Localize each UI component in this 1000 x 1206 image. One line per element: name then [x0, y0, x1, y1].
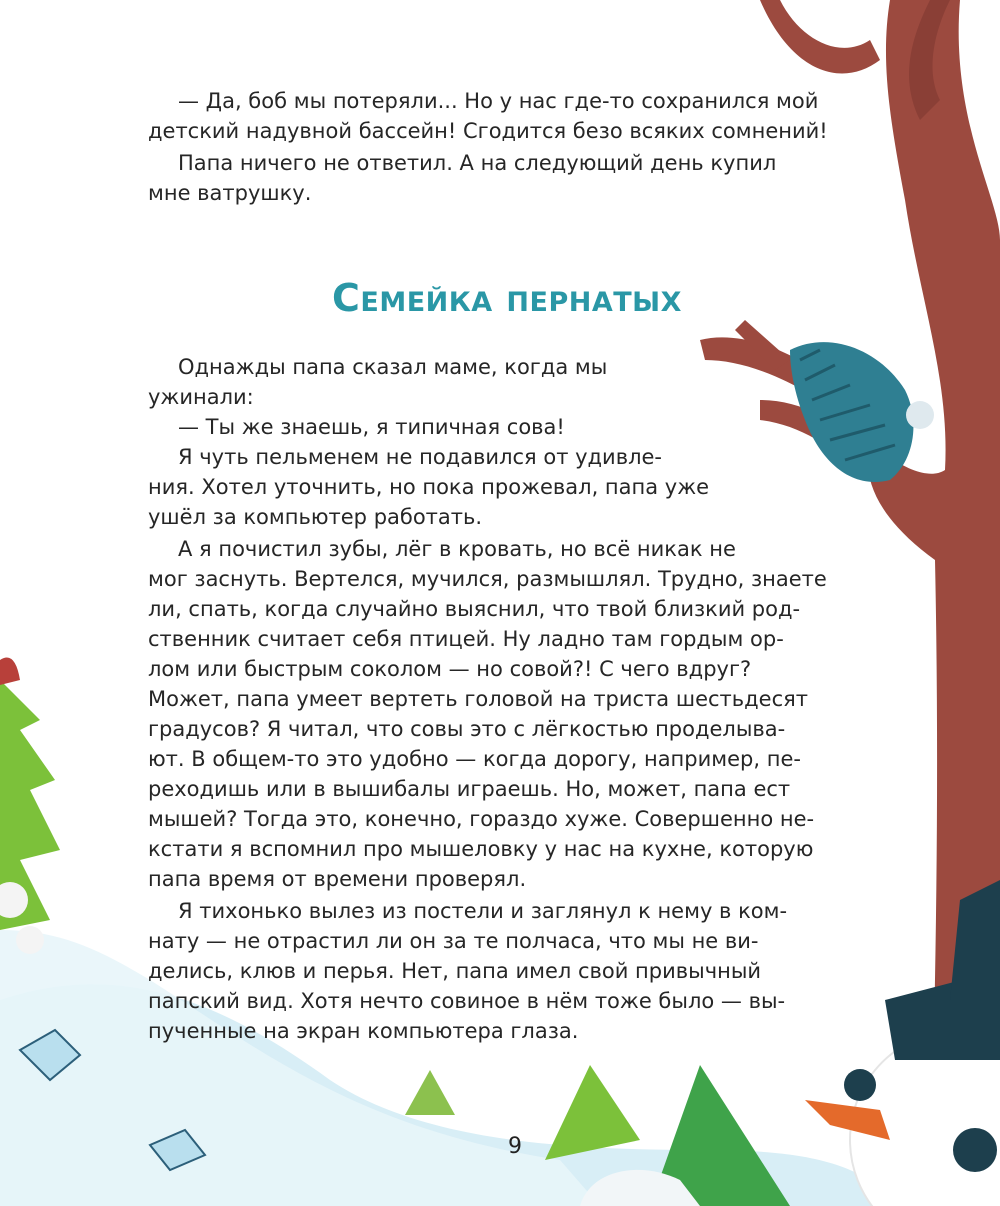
intro-line: мне ватрушку. — [148, 181, 312, 205]
body-line: Я тихонько вылез из постели и заглянул к нему в ком- — [178, 899, 788, 923]
body-line: пученные на экран компьютера глаза. — [148, 1019, 579, 1043]
body-line: мог заснуть. Вертелся, мучился, размышлял. Трудно, знаете — [148, 567, 827, 591]
body-line: ужинали: — [148, 385, 254, 409]
body-line: градусов? Я читал, что совы это с лёгкостью проделыва- — [148, 717, 786, 741]
body-line: реходишь или в вышибалы играешь. Но, может, папа ест — [148, 777, 791, 801]
page-number: 9 — [508, 1134, 522, 1159]
body-line: А я почистил зубы, лёг в кровать, но всё никак не — [178, 537, 736, 561]
body-line: — Ты же знаешь, я типичная сова! — [178, 415, 565, 439]
body-line: кстати я вспомнил про мышеловку у нас на кухне, которую — [148, 837, 814, 861]
body-line: лом или быстрым соколом — но совой?! С чего вдруг? — [148, 657, 752, 681]
body-line: мышей? Тогда это, конечно, гораздо хуже. Совершенно не- — [148, 807, 815, 831]
body-line: папа время от времени проверял. — [148, 867, 527, 891]
body-line: нату — не отрастил ли он за те полчаса, что мы не ви- — [148, 929, 759, 953]
fir-tree-left — [0, 658, 60, 955]
body-line: Может, папа умеет вертеть головой на триста шестьдесят — [148, 687, 808, 711]
body-line: ния. Хотел уточнить, но пока прожевал, папа уже — [148, 475, 710, 499]
body-line: папский вид. Хотя нечто совиное в нём тоже было — вы- — [148, 989, 786, 1013]
intro-line: Папа ничего не ответил. А на следующий день купил — [178, 151, 777, 175]
chapter-title: Семейка пернатых — [332, 276, 682, 320]
intro-line: детский надувной бассейн! Сгодится безо всяких сомнений! — [148, 119, 828, 143]
knit-hat — [790, 342, 934, 482]
body-line: ственник считает себя птицей. Ну ладно там гордым ор- — [148, 627, 784, 651]
intro-line: — Да, боб мы потеряли... Но у нас где-то сохранился мой — [178, 89, 819, 113]
body-line: Однажды папа сказал маме, когда мы — [178, 355, 608, 379]
body-line: ушёл за компьютер работать. — [148, 505, 483, 529]
body-line: Я чуть пельменем не подавился от удивле- — [178, 445, 663, 469]
snowman — [805, 880, 1000, 1206]
body-line: ют. В общем-то это удобно — когда дорогу, например, пе- — [148, 747, 801, 771]
body-line: делись, клюв и перья. Нет, папа имел свой привычный — [148, 959, 762, 983]
body-line: ли, спать, когда случайно выяснил, что твой близкий род- — [148, 597, 801, 621]
